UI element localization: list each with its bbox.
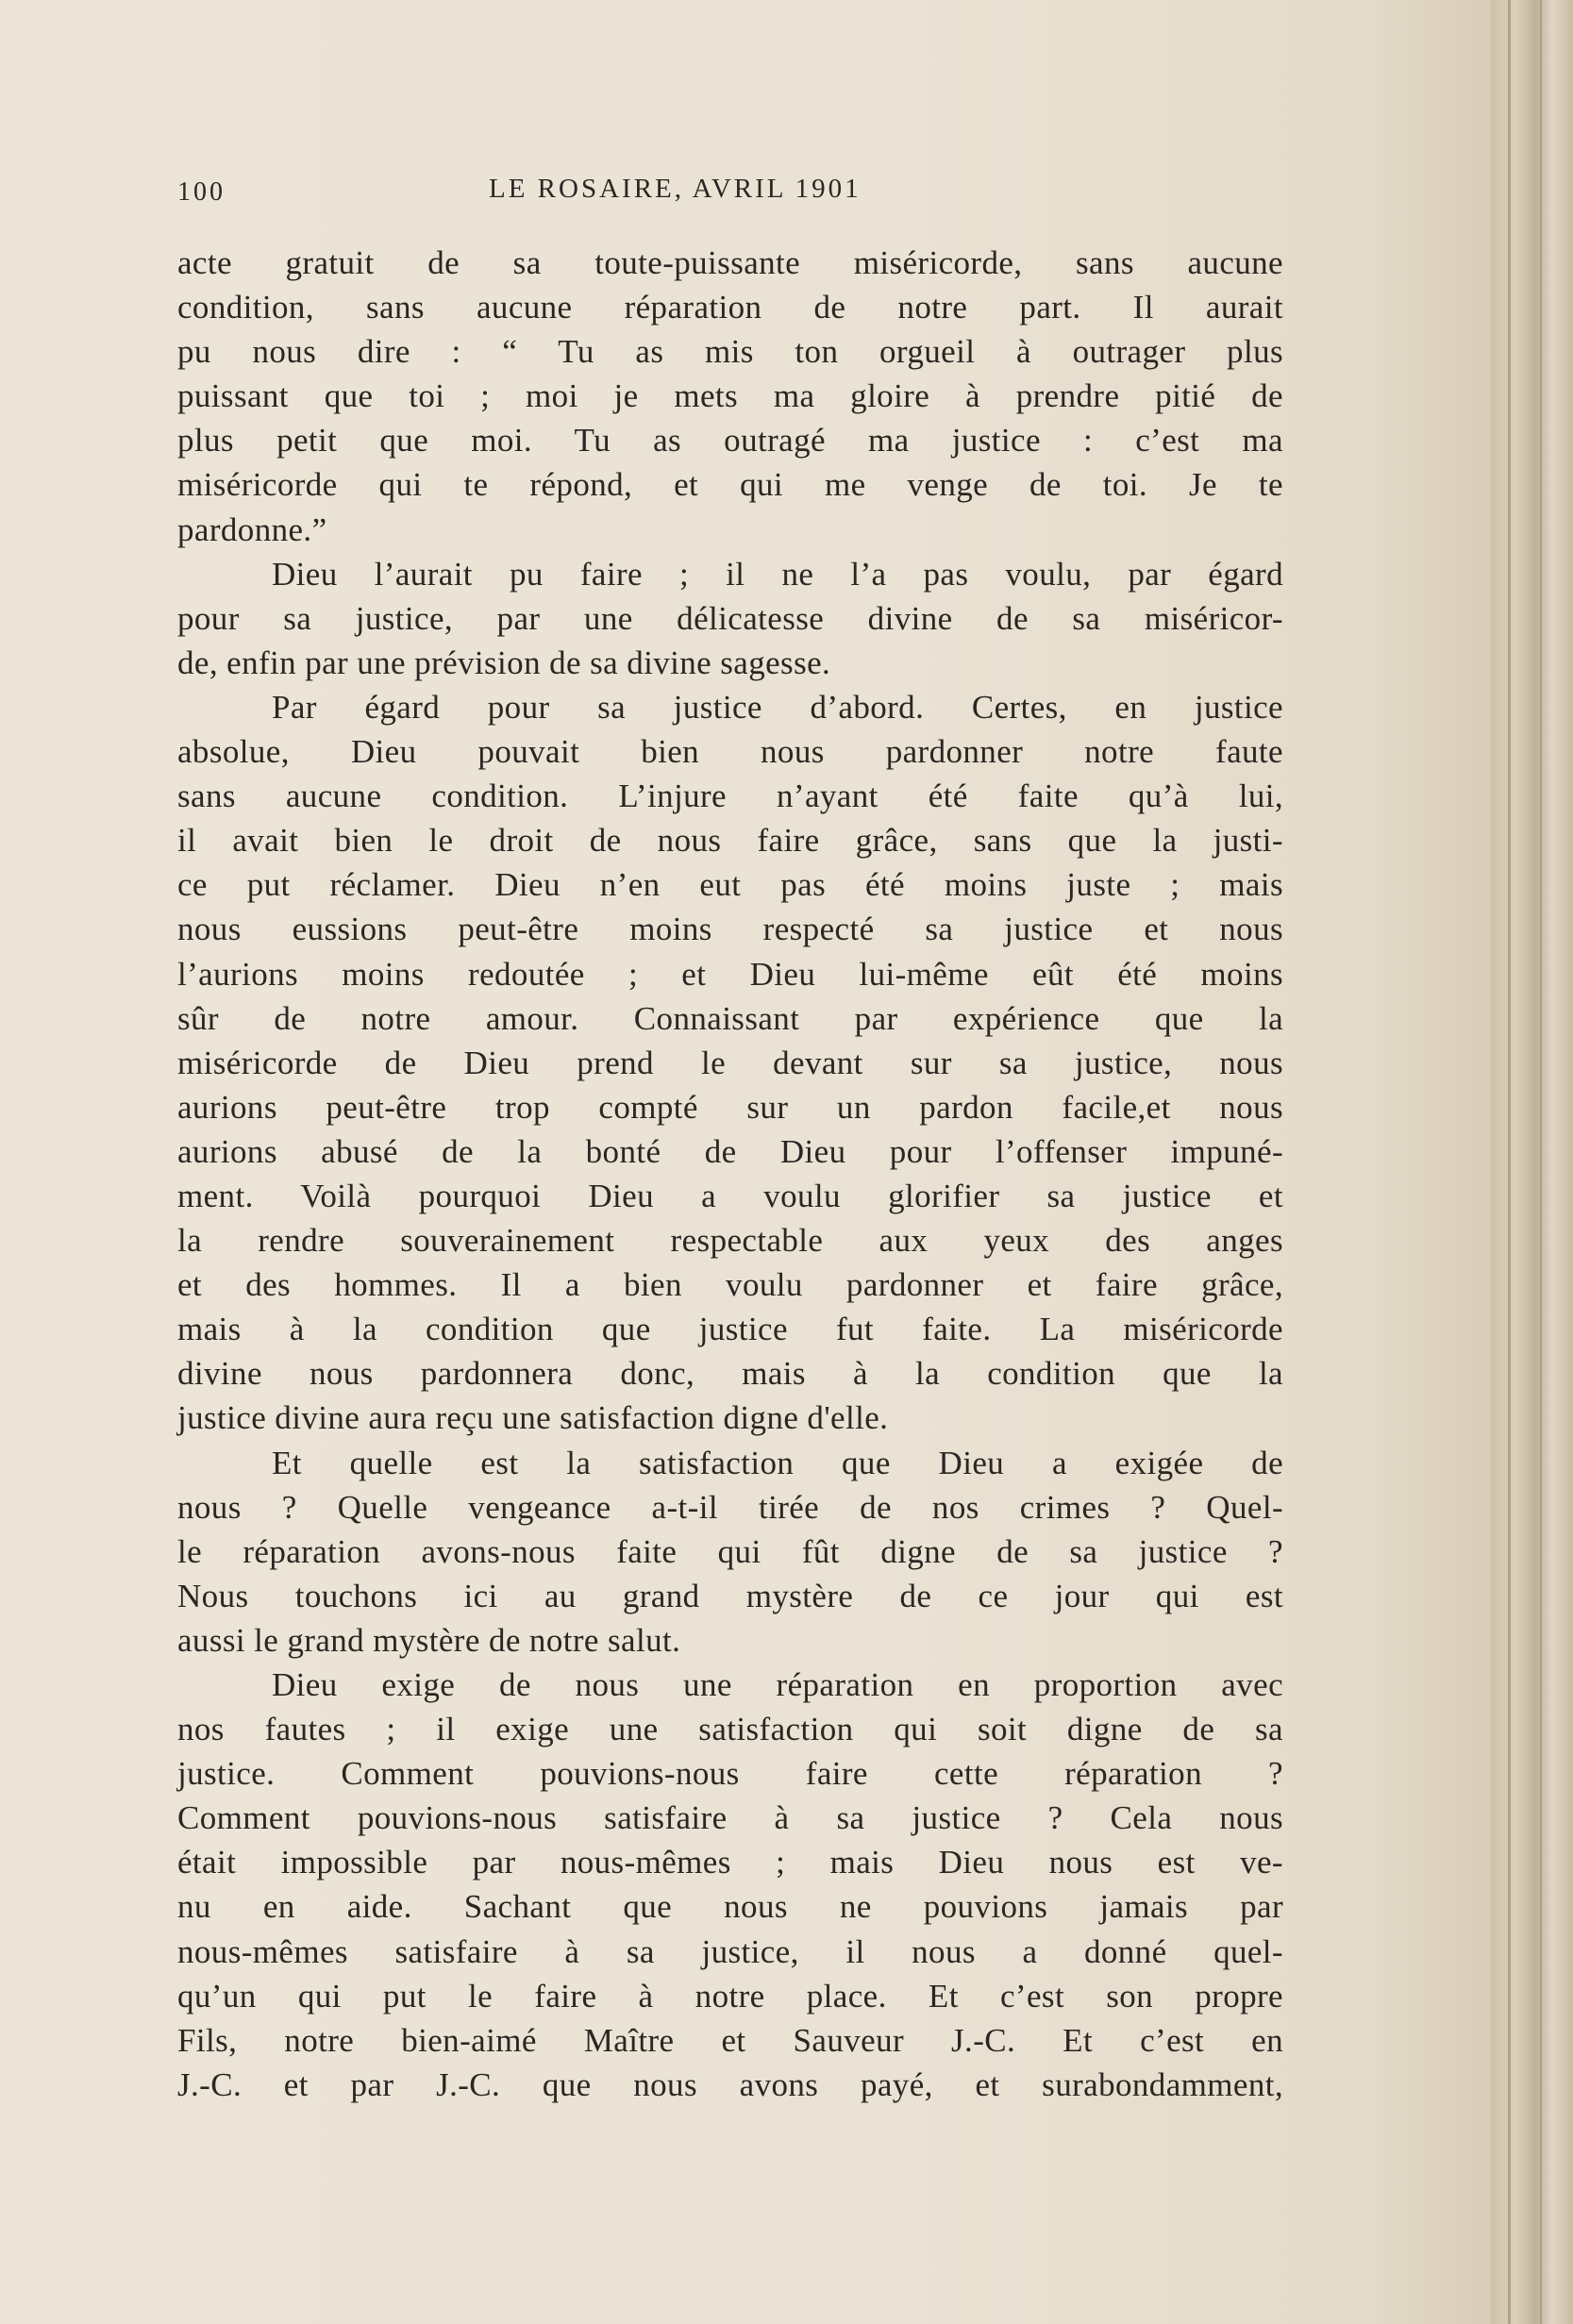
text-line: nous-mêmes satisfaire à sa justice, il nous a donné quel-	[177, 1932, 1283, 1970]
text-line: était impossible par nous-mêmes ; mais Dieu nous est ve-	[177, 1844, 1283, 1881]
text-line: pour sa justice, par une délicatesse divine de sa miséricor-	[177, 599, 1283, 637]
text-line: qu’un qui put le faire à notre place. Et c’est son propre	[177, 1977, 1283, 2015]
text-line: plus petit que moi. Tu as outragé ma justice : c’est ma	[177, 422, 1283, 460]
body-text	[177, 241, 1283, 2107]
text-line: aurions peut-être trop compté sur un pardon facile,et nous	[177, 1088, 1283, 1126]
text-line: condition, sans aucune réparation de notre part. Il aurait	[177, 289, 1283, 326]
text-line: nous ? Quelle vengeance a-t-il tirée de nos crimes ? Quel-	[177, 1488, 1283, 1526]
text-line: Par égard pour sa justice d’abord. Certes, en justice	[272, 688, 1283, 726]
page-number: 100	[177, 177, 226, 207]
text-line: Dieu l’aurait pu faire ; il ne l’a pas voulu, par égard	[272, 555, 1283, 593]
text-line: justice divine aura reçu une satisfaction digne d'elle.	[177, 1399, 889, 1437]
text-line: mais à la condition que justice fut faite. La miséricorde	[177, 1311, 1283, 1348]
text-line: aurions abusé de la bonté de Dieu pour l’offenser impuné-	[177, 1132, 1283, 1170]
text-line: il avait bien le droit de nous faire grâce, sans que la justi-	[177, 822, 1283, 860]
text-line: le réparation avons-nous faite qui fût digne de sa justice ?	[177, 1532, 1283, 1570]
text-line: nu en aide. Sachant que nous ne pouvions jamais par	[177, 1888, 1283, 1926]
text-line: Dieu exige de nous une réparation en proportion avec	[272, 1666, 1283, 1703]
text-line: nous eussions peut-être moins respecté sa justice et nous	[177, 911, 1283, 948]
text-line: Et quelle est la satisfaction que Dieu a exigée de	[272, 1444, 1283, 1481]
text-line: de, enfin par une prévision de sa divine sagesse.	[177, 644, 831, 681]
text-line: miséricorde de Dieu prend le devant sur sa justice, nous	[177, 1044, 1283, 1081]
text-line: Comment pouvions-nous satisfaire à sa justice ? Cela nous	[177, 1799, 1283, 1837]
text-line: absolue, Dieu pouvait bien nous pardonner notre faute	[177, 733, 1283, 771]
text-line: la rendre souverainement respectable aux yeux des anges	[177, 1222, 1283, 1260]
text-line: pardonne.”	[177, 510, 327, 548]
text-line: Nous touchons ici au grand mystère de ce jour qui est	[177, 1577, 1283, 1614]
binding-fold-line	[1508, 0, 1511, 2324]
text-line: nos fautes ; il exige une satisfaction qui soit digne de sa	[177, 1711, 1283, 1748]
text-line: aussi le grand mystère de notre salut.	[177, 1621, 681, 1659]
text-line: Fils, notre bien-aimé Maître et Sauveur J.-C. Et c’est en	[177, 2021, 1283, 2059]
text-line: ce put réclamer. Dieu n’en eut pas été moins juste ; mais	[177, 866, 1283, 904]
text-line: justice. Comment pouvions-nous faire cette réparation ?	[177, 1755, 1283, 1793]
running-header	[177, 170, 953, 217]
text-line: ment. Voilà pourquoi Dieu a voulu glorifier sa justice et	[177, 1177, 1283, 1214]
text-line: acte gratuit de sa toute-puissante miséricorde, sans aucune	[177, 244, 1283, 281]
text-line: puissant que toi ; moi je mets ma gloire à prendre pitié de	[177, 377, 1283, 415]
text-line: sûr de notre amour. Connaissant par expérience que la	[177, 999, 1283, 1037]
text-line: J.-C. et par J.-C. que nous avons payé, et surabondamment,	[177, 2065, 1283, 2103]
text-line: sans aucune condition. L’injure n’ayant été faite qu’à lui,	[177, 777, 1283, 815]
text-line: l’aurions moins redoutée ; et Dieu lui-même eût été moins	[177, 955, 1283, 993]
binding-fold-line	[1540, 0, 1542, 2324]
text-line: miséricorde qui te répond, et qui me venge de toi. Je te	[177, 466, 1283, 504]
text-line: pu nous dire : “ Tu as mis ton orgueil à outrager plus	[177, 333, 1283, 371]
text-line: divine nous pardonnera donc, mais à la condition que la	[177, 1355, 1283, 1393]
book-binding-edge	[1491, 0, 1573, 2324]
text-line: et des hommes. Il a bien voulu pardonner et faire grâce,	[177, 1266, 1283, 1304]
running-title: LE ROSAIRE, AVRIL 1901	[489, 174, 862, 204]
